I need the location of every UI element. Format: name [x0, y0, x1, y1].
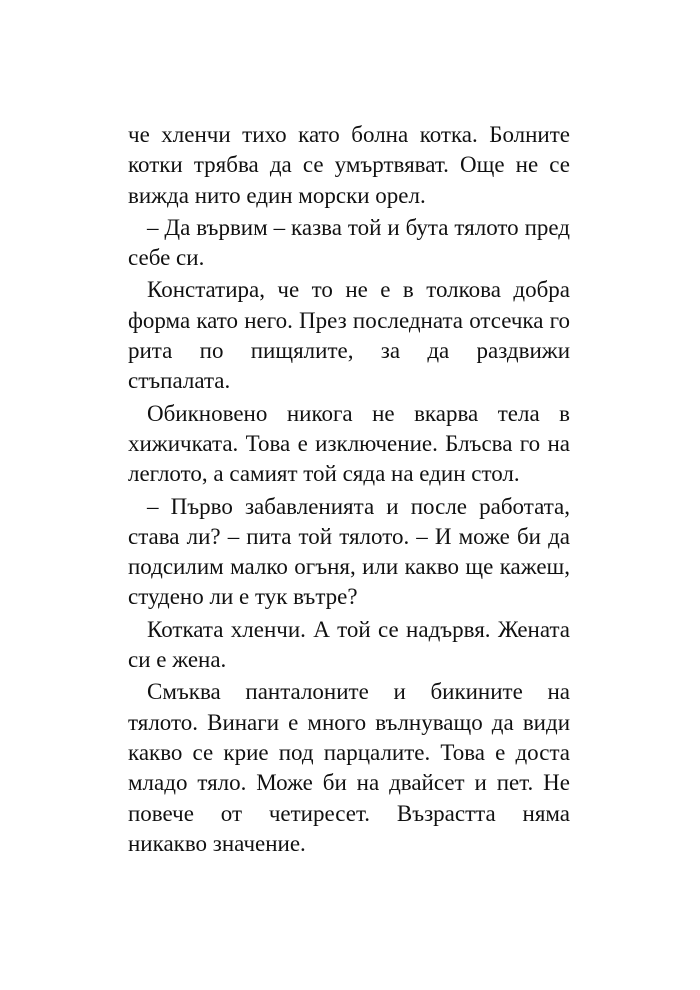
paragraph-continuation: че хленчи тихо като болна котка. Болните котки трябва да се умъртвяват. Още не се вижда нито един морски орел.	[128, 122, 570, 208]
paragraph-undress: Смъква панталоните и бикините на тялото. Винаги е много вълнуващо да види какво се крие под парцалите. Това е доста младо тяло. Може би на двайсет и пет. Не повече от четиресет. Възрастта няма никакво значение.	[128, 679, 570, 856]
paragraph-hut: Обикновено никога не вкарва тела в хижичката. Това е изключение. Блъсва го на леглото, а самият той сяда на един стол.	[128, 400, 570, 487]
paragraph-dialogue-lets-go: – Да вървим – казва той и бута тялото пред себе си.	[128, 214, 570, 271]
paragraph-form: Констатира, че то не е в толкова добра форма като него. През последната отсечка го рита по пищялите, за да раздвижи стъпалата.	[128, 277, 570, 394]
body-text	[128, 120, 570, 861]
paragraph-dialogue-fun-first: – Първо забавленията и после работата, става ли? – пита той тялото. – И може би да подсилим малко огъня, или какво ще кажеш, студено ли е тук вътре?	[128, 493, 570, 610]
paragraph-cat-whines: Котката хленчи. А той се надървя. Жената си е жена.	[128, 616, 570, 673]
